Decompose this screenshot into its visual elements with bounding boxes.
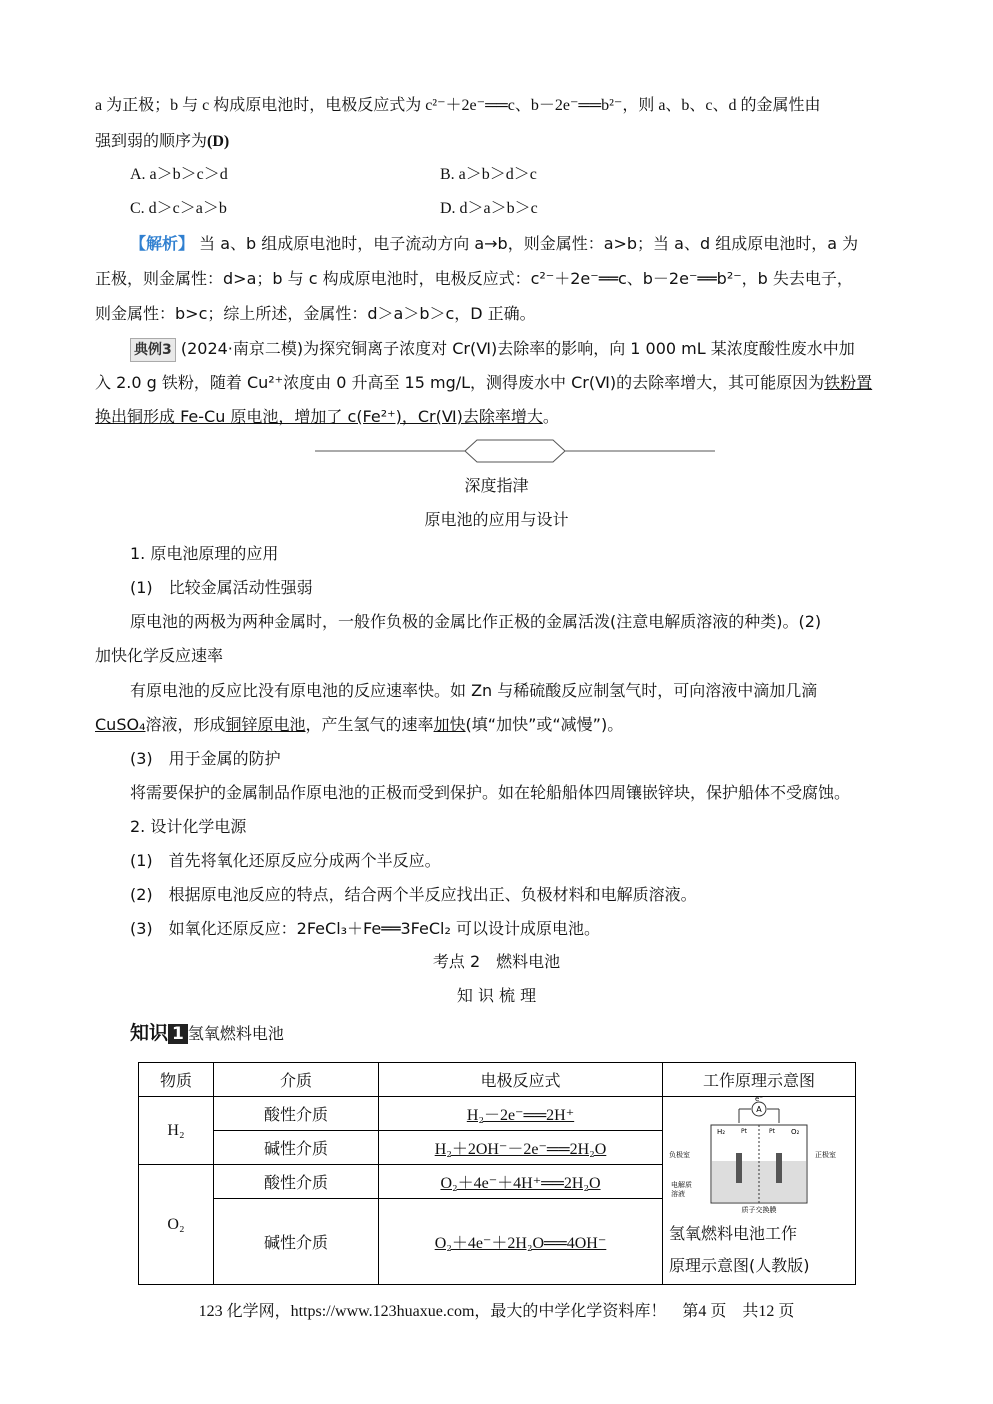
analysis-line-2: 正极，则金属性：d>a；b 与 c 构成原电池时，电极反应式：c²⁻＋2e⁻══c、b－2e⁻══b²⁻，b 失去电子， [95, 269, 853, 288]
example3-line-2 [95, 372, 900, 394]
option-a: A. a＞b＞c＞d [130, 166, 228, 183]
sub-3-text: 将需要保护的金属制品作原电池的正极而受到保护。如在轮船船体四周镶嵌锌块，保护船体不受腐蚀。 [130, 783, 851, 802]
pt-left: Pt [741, 1128, 747, 1135]
analysis-line-1 [130, 233, 935, 255]
cell-equation [379, 1199, 663, 1285]
example-answer-part2: 换出铜形成 Fe-Cu 原电池，增加了 c(Fe²⁺)，Cr(Ⅵ)去除率增大 [95, 407, 543, 426]
equation: O₂＋4e⁻＋2H₂O══4OH⁻ [434, 1235, 607, 1252]
text-piece: ，产生氢气的速率 [305, 715, 434, 734]
pos-chamber: 正极室 [815, 1151, 836, 1159]
sub-1-text: 原电池的两极为两种金属时，一般作负极的金属比作正极的金属活泼(注意电解质溶液的种类)。(2) [130, 612, 822, 631]
cell-equation [379, 1097, 663, 1131]
diagram-caption-1: 氢氧燃料电池工作 [669, 1224, 798, 1243]
answer: (D) [207, 133, 230, 150]
pt-right: Pt [769, 1128, 775, 1135]
sub-3: (3) 用于金属的防护 [130, 749, 281, 768]
example-tag: 典例3 [130, 338, 176, 362]
speed-answer: 加快 [433, 715, 466, 734]
diagram-caption-2: 原理示意图(人教版) [669, 1256, 810, 1275]
text-piece: (填“加快”或“减慢”)。 [465, 715, 624, 734]
o2-label: O₂ [791, 1128, 800, 1136]
sub-1: (1) 比较金属活动性强弱 [130, 578, 313, 597]
neg-chamber: 负极室 [669, 1151, 690, 1159]
example-text: (2024·南京二模)为探究铜离子浓度对 Cr(Ⅵ)去除率的影响，向 1 000 mL 某浓度酸性废水中加 [175, 339, 855, 358]
option-d: D. d＞a＞b＞c [440, 200, 538, 217]
meter-label: A [756, 1105, 762, 1114]
knowledge-badge [130, 1018, 284, 1045]
electron-label: e⁻ [754, 1095, 764, 1103]
th-diagram: 工作原理示意图 [663, 1063, 856, 1097]
analysis-text: 当 a、b 组成原电池时，电子流动方向 a→b，则金属性：a>b；当 a、d 组成原电池时，a 为 [194, 234, 859, 253]
equation: H₂－2e⁻══2H⁺ [466, 1107, 575, 1124]
section-title: 深度指津 [464, 476, 529, 495]
equation: H₂＋2OH⁻－2e⁻══2H₂O [434, 1141, 607, 1158]
fuel-cell-diagram [669, 1095, 849, 1214]
text-piece: 溶液，形成 [145, 715, 226, 734]
cell-medium: 碱性介质 [214, 1199, 379, 1285]
sub-2-text-1: 有原电池的反应比没有原电池的反应速率快。如 Zn 与稀硫酸反应制氢气时，可向溶液中滴加几滴 [130, 681, 818, 700]
analysis-line-3: 则金属性：b>c；综上所述，金属性：d＞a＞b＞c，D 正确。 [95, 304, 536, 323]
section-divider [315, 438, 715, 464]
design-2: (2) 根据原电池反应的特点，结合两个半反应找出正、负极材料和电解质溶液。 [130, 885, 697, 904]
membrane-label: 质子交换膜 [741, 1206, 777, 1214]
heading-2: 2. 设计化学电源 [130, 817, 247, 836]
cell-medium: 酸性介质 [214, 1097, 379, 1131]
th-substance: 物质 [139, 1063, 214, 1097]
th-equation: 电极反应式 [379, 1063, 663, 1097]
question-line-1: a 为正极；b 与 c 构成原电池时，电极反应式为 c²⁻＋2e⁻══c、b－2e⁻══b²⁻，则 a、b、c、d 的金属性由 [95, 97, 821, 114]
cell-h2: H₂ [139, 1097, 214, 1165]
example3-line-3 [95, 406, 900, 428]
cell-medium: 酸性介质 [214, 1165, 379, 1199]
question-line-2 [95, 130, 900, 153]
page-footer: 123 化学网，https://www.123huaxue.com，最大的中学化学资料库！ 第4 页 共12 页 [198, 1303, 795, 1320]
example3-line-1 [130, 338, 935, 362]
kaodian-title: 考点 2 燃料电池 [432, 952, 561, 971]
analysis-tag: 【解析】 [130, 234, 195, 253]
example-end: 。 [542, 407, 559, 426]
fuel-cell-table [138, 1062, 856, 1285]
badge-num: 1 [168, 1024, 188, 1044]
heading-1: 1. 原电池原理的应用 [130, 544, 279, 563]
design-1: (1) 首先将氧化还原反应分成两个半反应。 [130, 851, 441, 870]
section-subtitle: 原电池的应用与设计 [424, 510, 569, 529]
badge-label: 氢氧燃料电池 [187, 1024, 284, 1043]
diagram-cell [663, 1097, 856, 1285]
cell-equation [379, 1131, 663, 1165]
cell-o2: O₂ [139, 1165, 214, 1285]
badge-text: 知识 [130, 1022, 169, 1044]
sub-2-title: 加快化学反应速率 [95, 646, 224, 665]
example-text-2: 入 2.0 g 铁粉，随着 Cu²⁺浓度由 0 升高至 15 mg/L，测得废水中 Cr(Ⅵ)的去除率增大，其可能原因为 [95, 373, 825, 392]
cell-equation [379, 1165, 663, 1199]
kaodian-subtitle: 知 识 梳 理 [456, 986, 537, 1005]
option-b: B. a＞b＞d＞c [440, 166, 537, 183]
option-c: C. d＞c＞a＞b [130, 200, 227, 217]
th-medium: 介质 [214, 1063, 379, 1097]
cell-medium: 碱性介质 [214, 1131, 379, 1165]
example-answer-part1: 铁粉置 [824, 373, 873, 392]
question-text: 强到弱的顺序为 [95, 131, 208, 150]
cu-zn-answer: 铜锌原电池 [225, 715, 306, 734]
design-3: (3) 如氧化还原反应：2FeCl₃＋Fe══3FeCl₂ 可以设计成原电池。 [130, 919, 600, 938]
cuso4-answer: CuSO₄ [95, 715, 146, 734]
h2-label: H₂ [717, 1128, 726, 1136]
electrolyte-1: 电解质 [671, 1181, 692, 1189]
electrolyte-2: 溶液 [671, 1190, 685, 1198]
equation: O₂＋4e⁻＋4H⁺══2H₂O [440, 1175, 601, 1192]
sub-2-text-2 [95, 714, 900, 736]
